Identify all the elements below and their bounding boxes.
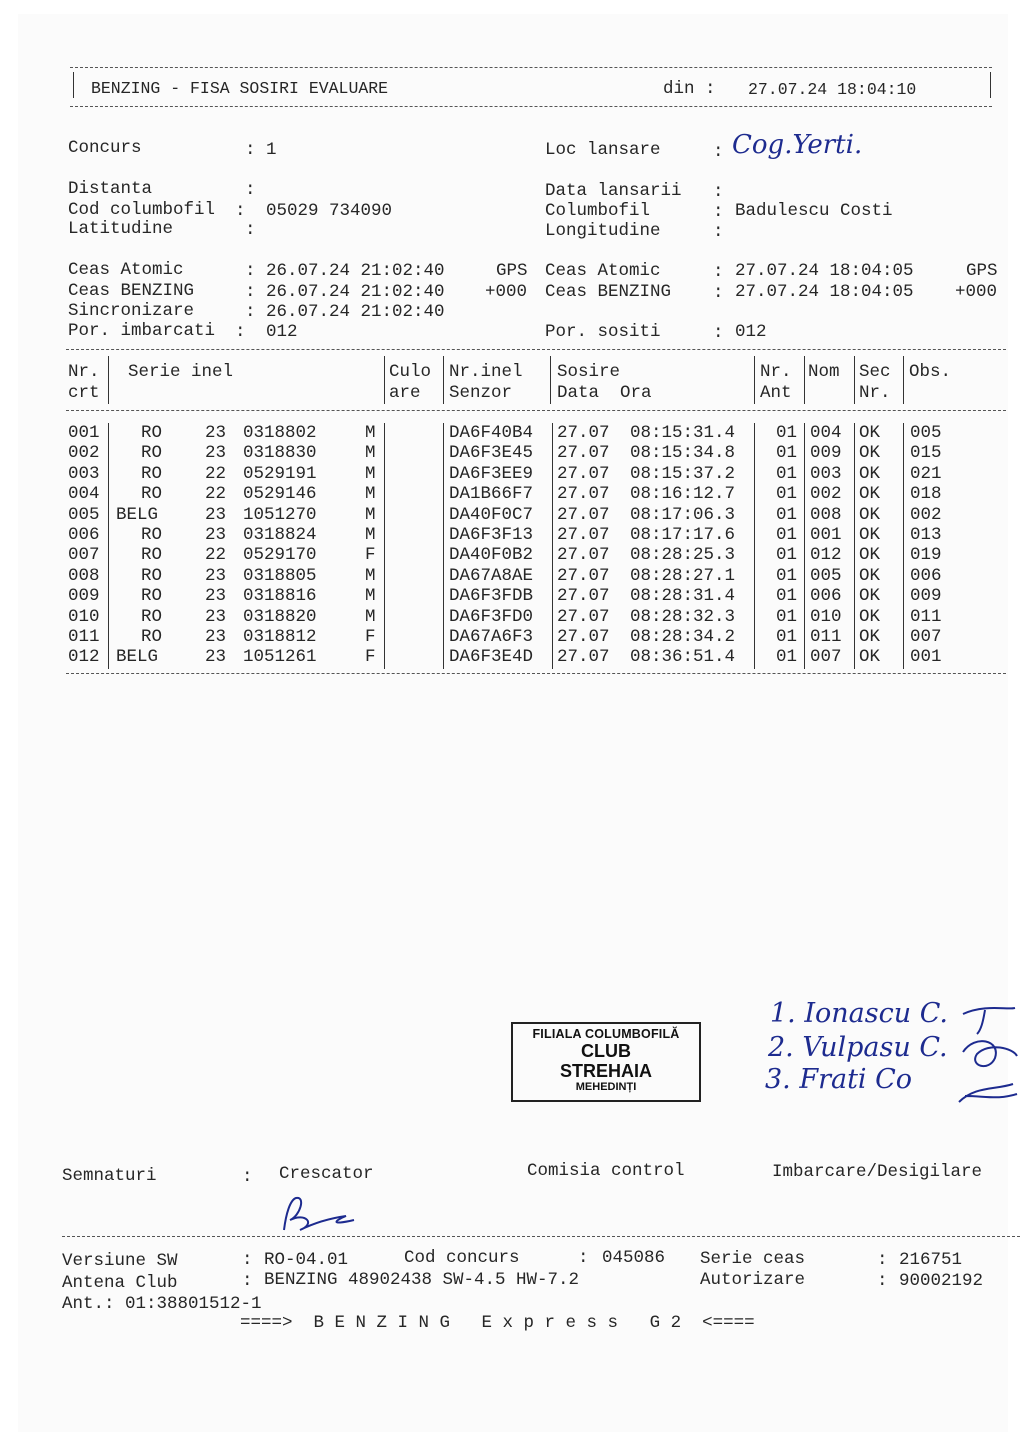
header-nom: Nom (808, 362, 840, 382)
imbarcare-label: Imbarcare/Desigilare (772, 1162, 983, 1182)
cell-date: 27.07 (557, 586, 610, 607)
cell-sex: M (365, 525, 376, 545)
cell-year: 22 (205, 484, 227, 505)
header-serie-inel: Serie inel (128, 362, 234, 382)
cell-ring-serial: 0318820 (243, 606, 317, 627)
ceas-atomic-label-right: Ceas Atomic (545, 261, 661, 281)
table-row (0, 545, 1024, 565)
header-culoare-2: are (389, 383, 421, 403)
cell-sensor-ring: DA6F3F13 (449, 525, 534, 545)
cell-country: RO (141, 586, 163, 607)
cell-ring-serial: 0318816 (243, 586, 317, 607)
header-nr: Nr. (68, 362, 100, 382)
cell-obs: 019 (910, 545, 942, 566)
cell-security: OK (859, 586, 881, 607)
sositi-label: Por. sositi (545, 322, 661, 342)
cell-sensor-ring: DA67A8AE (449, 565, 534, 586)
cell-sex: M (365, 606, 376, 627)
colon: : (713, 182, 724, 202)
longitudine-label: Longitudine (545, 221, 661, 241)
cod-concurs-label: Cod concurs (404, 1248, 520, 1268)
table-header-rule (66, 410, 1006, 411)
columbofil-value: Badulescu Costi (735, 201, 893, 221)
imbarcati-value: 012 (266, 322, 298, 342)
cell-nr: 003 (68, 463, 100, 484)
semnaturi-label: Semnaturi (62, 1166, 157, 1186)
data-lansarii-label: Data lansarii (545, 181, 682, 201)
cell-antenna: 01 (776, 627, 798, 647)
sincronizare-label: Sincronizare (68, 301, 195, 321)
cell-sensor-ring: DA6F40B4 (449, 423, 534, 443)
ceas-benzing-label-right: Ceas BENZING (545, 282, 672, 302)
cell-date: 27.07 (557, 545, 610, 566)
header-obs: Obs. (909, 362, 952, 382)
versiune-label: Versiune SW (62, 1251, 178, 1271)
cell-ring-serial: 0529146 (243, 484, 317, 505)
cell-ring-serial: 0529191 (243, 463, 317, 484)
cell-sex: F (365, 627, 376, 647)
cell-antenna: 01 (776, 423, 798, 443)
cell-sex: M (365, 586, 376, 607)
cell-year: 23 (205, 525, 227, 545)
col-divider (108, 356, 109, 404)
header-right-border (990, 72, 991, 98)
header-left-border (73, 72, 74, 98)
cell-year: 22 (205, 463, 227, 484)
cell-nr: 008 (68, 565, 100, 586)
cell-security: OK (859, 647, 881, 668)
cell-date: 27.07 (557, 484, 610, 505)
cell-date: 27.07 (557, 525, 610, 545)
cell-nr: 006 (68, 525, 100, 545)
cell-security: OK (859, 525, 881, 545)
colon: : (713, 142, 724, 162)
header-nr-ant-1: Nr. (760, 362, 792, 382)
cell-obs: 006 (910, 565, 942, 586)
header-bottom-border (70, 106, 992, 107)
cell-year: 23 (205, 443, 227, 464)
cell-time: 08:36:51.4 (630, 647, 736, 668)
table-row (0, 423, 1024, 443)
cell-ring-serial: 0318812 (243, 627, 317, 647)
concurs-value: 1 (266, 140, 277, 160)
cell-time: 08:28:25.3 (630, 545, 736, 566)
cell-obs: 013 (910, 525, 942, 545)
cell-date: 27.07 (557, 627, 610, 647)
cell-country: RO (141, 606, 163, 627)
cell-nom: 002 (810, 484, 842, 505)
cell-security: OK (859, 627, 881, 647)
cell-obs: 005 (910, 423, 942, 443)
table-row (0, 566, 1024, 586)
columbofil-label: Columbofil (545, 201, 651, 221)
imbarcati-label: Por. imbarcati (68, 321, 216, 341)
cell-security: OK (859, 423, 881, 443)
distanta-label: Distanta (68, 179, 153, 199)
cell-sensor-ring: DA40F0B2 (449, 545, 534, 566)
stamp-line-3: STREHAIA (559, 1061, 652, 1081)
cell-antenna: 01 (776, 565, 798, 586)
table-bottom-rule (66, 673, 1006, 674)
cell-sensor-ring: DA1B66F7 (449, 484, 534, 505)
handwritten-initials (955, 1000, 1021, 1112)
colon: : (245, 282, 256, 302)
cell-sex: M (365, 443, 376, 464)
cell-sensor-ring: DA6F3E45 (449, 443, 534, 464)
stamp-line-1: FILIALA COLUMBOFILĂ (532, 1027, 680, 1041)
ceas-atomic-suffix-left: GPS (496, 261, 528, 281)
cell-nom: 011 (810, 627, 842, 647)
cell-obs: 015 (910, 443, 942, 464)
serie-ceas-label: Serie ceas (700, 1249, 806, 1269)
cell-antenna: 01 (776, 484, 798, 505)
cell-nr: 007 (68, 545, 100, 566)
table-row (0, 484, 1024, 504)
loc-lansare-value: Cog.Yerti. (732, 130, 863, 160)
versiune-value: RO-04.01 (264, 1250, 349, 1270)
print-datetime: 27.07.24 18:04:10 (748, 80, 917, 99)
colon: : (713, 262, 724, 282)
ceas-atomic-suffix-right: GPS (966, 261, 998, 281)
cell-antenna: 01 (776, 647, 798, 668)
cell-security: OK (859, 545, 881, 566)
header-nr-ant-2: Ant (760, 383, 792, 403)
ceas-atomic-value-left: 26.07.24 21:02:40 (266, 261, 445, 281)
cell-country: BELG (116, 504, 159, 525)
cell-date: 27.07 (557, 504, 610, 525)
cell-sex: M (365, 565, 376, 586)
cell-ring-serial: 0318824 (243, 525, 317, 545)
header-crt: crt (68, 383, 100, 403)
cell-sex: F (365, 647, 376, 668)
colon: : (245, 302, 256, 322)
cell-sensor-ring: DA40F0C7 (449, 504, 534, 525)
table-row (0, 586, 1024, 606)
table-row (0, 525, 1024, 545)
crescator-label: Crescator (279, 1164, 374, 1184)
cod-concurs-value: 045086 (602, 1248, 666, 1268)
header-data-ora: Data Ora (557, 383, 652, 403)
handwritten-name-2: 2. Vulpasu C. (768, 1032, 948, 1063)
cell-nom: 010 (810, 606, 842, 627)
cell-time: 08:28:27.1 (630, 565, 736, 586)
colon: : (242, 1271, 253, 1291)
cell-nr: 001 (68, 423, 100, 443)
cell-country: RO (141, 463, 163, 484)
cell-sensor-ring: DA6F3FDB (449, 586, 534, 607)
cell-security: OK (859, 463, 881, 484)
table-top-rule (66, 349, 1006, 350)
cell-time: 08:28:32.3 (630, 606, 736, 627)
autorizare-value: 90002192 (899, 1271, 984, 1291)
ceas-benzing-value-left: 26.07.24 21:02:40 (266, 282, 445, 302)
cell-country: RO (141, 565, 163, 586)
table-row (0, 505, 1024, 525)
cell-year: 23 (205, 565, 227, 586)
cell-sensor-ring: DA6F3EE9 (449, 463, 534, 484)
cell-obs: 002 (910, 504, 942, 525)
cell-nom: 008 (810, 504, 842, 525)
colon: : (713, 323, 724, 343)
cell-year: 23 (205, 627, 227, 647)
cell-date: 27.07 (557, 606, 610, 627)
cell-obs: 011 (910, 606, 942, 627)
colon: : (242, 1167, 253, 1187)
cell-sex: M (365, 423, 376, 443)
cell-date: 27.07 (557, 463, 610, 484)
header-nr-inel: Nr.inel (449, 362, 523, 382)
header-sec-2: Nr. (859, 383, 891, 403)
cell-nr: 005 (68, 504, 100, 525)
header-sosire: Sosire (557, 362, 621, 382)
cell-antenna: 01 (776, 525, 798, 545)
cell-country: BELG (116, 647, 159, 668)
colon: : (245, 140, 267, 160)
cell-country: RO (141, 545, 163, 566)
colon: : (245, 220, 256, 240)
antena-label: Antena Club (62, 1273, 178, 1293)
cell-security: OK (859, 565, 881, 586)
table-row (0, 443, 1024, 463)
cell-nom: 012 (810, 545, 842, 566)
cell-nom: 001 (810, 525, 842, 545)
header-top-border (70, 67, 992, 68)
cell-year: 23 (205, 504, 227, 525)
cell-obs: 009 (910, 586, 942, 607)
cell-nom: 003 (810, 463, 842, 484)
col-divider (443, 356, 444, 404)
antena-value: BENZING 48902438 SW-4.5 HW-7.2 (264, 1270, 580, 1290)
cell-date: 27.07 (557, 443, 610, 464)
colon: : (877, 1271, 888, 1291)
colon: : (877, 1250, 888, 1270)
cell-obs: 007 (910, 627, 942, 647)
table-row (0, 647, 1024, 667)
cell-time: 08:28:34.2 (630, 627, 736, 647)
cell-antenna: 01 (776, 443, 798, 464)
cell-time: 08:17:17.6 (630, 525, 736, 545)
sincronizare-value: 26.07.24 21:02:40 (266, 302, 445, 322)
cell-antenna: 01 (776, 545, 798, 566)
col-divider (903, 356, 904, 404)
cell-ring-serial: 1051270 (243, 504, 317, 525)
cell-sex: M (365, 504, 376, 525)
document-title: BENZING - FISA SOSIRI EVALUARE (91, 79, 389, 98)
cell-nom: 005 (810, 565, 842, 586)
cod-columbofil-value: 05029 734090 (266, 201, 393, 221)
comisia-label: Comisia control (527, 1161, 685, 1181)
cell-year: 23 (205, 647, 227, 668)
stamp-line-2: CLUB (581, 1041, 631, 1061)
cell-security: OK (859, 484, 881, 505)
ceas-benzing-value-right: 27.07.24 18:04:05 (735, 282, 914, 302)
cell-country: RO (141, 525, 163, 545)
header-sec-1: Sec (859, 362, 891, 382)
serie-ceas-value: 216751 (899, 1250, 963, 1270)
cell-sensor-ring: DA6F3FD0 (449, 606, 534, 627)
cell-obs: 018 (910, 484, 942, 505)
col-divider (550, 356, 551, 404)
cell-date: 27.07 (557, 647, 610, 668)
header-senzor: Senzor (449, 383, 513, 403)
benzing-banner: ====> B E N Z I N G E x p r e s s G 2 <==== (240, 1313, 755, 1333)
cell-ring-serial: 0318830 (243, 443, 317, 464)
cell-date: 27.07 (557, 565, 610, 586)
colon: : (245, 180, 256, 200)
cell-time: 08:17:06.3 (630, 504, 736, 525)
col-divider (804, 356, 805, 404)
cell-sex: M (365, 484, 376, 505)
table-row (0, 627, 1024, 647)
cell-nom: 009 (810, 443, 842, 464)
cell-sex: F (365, 545, 376, 566)
din-label: din : (663, 79, 716, 99)
cell-nom: 004 (810, 423, 842, 443)
concurs-label: Concurs (68, 138, 142, 158)
stamp-line-4: MEHEDINȚI (575, 1081, 637, 1093)
table-row (0, 607, 1024, 627)
cell-year: 23 (205, 606, 227, 627)
col-divider (854, 356, 855, 404)
cell-antenna: 01 (776, 606, 798, 627)
cell-nr: 002 (68, 443, 100, 464)
cell-nr: 009 (68, 586, 100, 607)
cell-antenna: 01 (776, 586, 798, 607)
crescator-signature (276, 1190, 366, 1240)
ceas-benzing-suffix-left: +000 (485, 282, 528, 302)
colon: : (235, 201, 246, 221)
cell-time: 08:16:12.7 (630, 484, 736, 505)
cell-security: OK (859, 504, 881, 525)
cell-date: 27.07 (557, 423, 610, 443)
cell-country: RO (141, 484, 163, 505)
cell-nr: 012 (68, 647, 100, 668)
cell-time: 08:28:31.4 (630, 586, 736, 607)
ceas-atomic-value-right: 27.07.24 18:04:05 (735, 261, 914, 281)
cell-nr: 010 (68, 606, 100, 627)
cell-obs: 021 (910, 463, 942, 484)
col-divider (754, 356, 755, 404)
cell-year: 23 (205, 423, 227, 443)
cell-obs: 001 (910, 647, 942, 668)
cell-ring-serial: 1051261 (243, 647, 317, 668)
cell-antenna: 01 (776, 504, 798, 525)
colon: : (713, 222, 724, 242)
cell-security: OK (859, 606, 881, 627)
cod-columbofil-label: Cod columbofil (68, 200, 216, 220)
sositi-value: 012 (735, 322, 767, 342)
cell-antenna: 01 (776, 463, 798, 484)
cell-ring-serial: 0529170 (243, 545, 317, 566)
cell-sex: M (365, 463, 376, 484)
handwritten-name-3: 3. Frati Co (765, 1064, 913, 1095)
cell-sensor-ring: DA6F3E4D (449, 647, 534, 668)
footer-rule (62, 1236, 1020, 1237)
cell-nr: 011 (68, 627, 100, 647)
cell-ring-serial: 0318802 (243, 423, 317, 443)
colon: : (245, 261, 256, 281)
colon: : (578, 1248, 589, 1268)
cell-year: 23 (205, 586, 227, 607)
cell-time: 08:15:34.8 (630, 443, 736, 464)
cell-time: 08:15:31.4 (630, 423, 736, 443)
colon: : (242, 1250, 253, 1270)
autorizare-label: Autorizare (700, 1270, 806, 1290)
cell-sensor-ring: DA67A6F3 (449, 627, 534, 647)
cell-year: 22 (205, 545, 227, 566)
colon: : (235, 322, 246, 342)
latitudine-label: Latitudine (68, 219, 174, 239)
cell-nom: 007 (810, 647, 842, 668)
colon: : (713, 283, 724, 303)
loc-lansare-label: Loc lansare (545, 140, 661, 160)
cell-country: RO (141, 443, 163, 464)
ceas-benzing-label-left: Ceas BENZING (68, 281, 195, 301)
col-divider (384, 356, 385, 404)
table-row (0, 464, 1024, 484)
club-stamp (511, 1022, 701, 1102)
handwritten-name-1: 1. Ionascu C. (770, 998, 948, 1029)
colon: : (713, 202, 724, 222)
ceas-atomic-label-left: Ceas Atomic (68, 260, 184, 280)
cell-country: RO (141, 627, 163, 647)
cell-country: RO (141, 423, 163, 443)
header-culoare-1: Culo (389, 362, 432, 382)
cell-security: OK (859, 443, 881, 464)
ceas-benzing-suffix-right: +000 (955, 282, 998, 302)
cell-ring-serial: 0318805 (243, 565, 317, 586)
cell-time: 08:15:37.2 (630, 463, 736, 484)
cell-nom: 006 (810, 586, 842, 607)
cell-nr: 004 (68, 484, 100, 505)
antenna-id: Ant.: 01:38801512-1 (62, 1294, 262, 1314)
